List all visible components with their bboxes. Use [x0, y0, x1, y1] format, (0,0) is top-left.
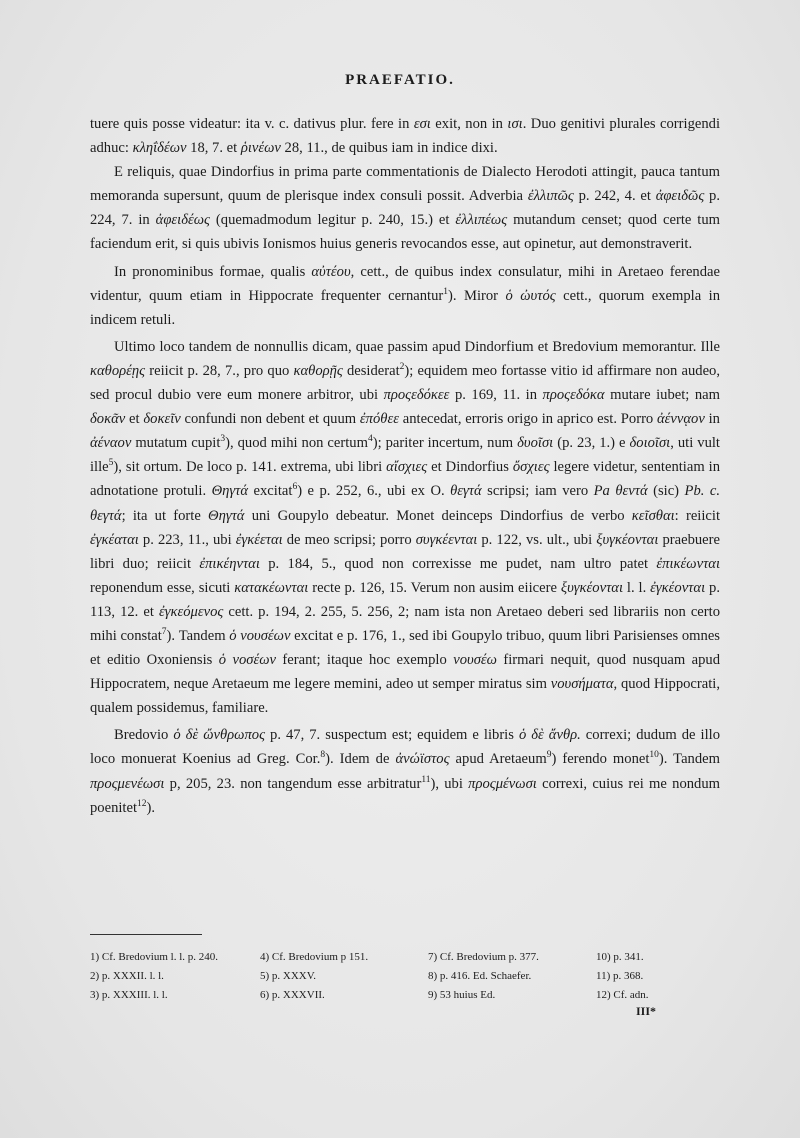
footnote-ref: 6: [292, 482, 298, 493]
greek-term: ὄσχιες: [512, 459, 550, 476]
paragraph: [90, 160, 720, 256]
text-run: excitat e p. 176, 1., sed ibi Goupylo tribuo, quum libri Parisienses omnes et editio Oxoniensis: [90, 627, 720, 669]
text-run: ); equidem meo fortasse vitio id affirmare non audeo, sed procul dubio vere eum monere arbitror, ubi: [90, 362, 721, 404]
footnote-ref: 8: [320, 750, 326, 761]
text-run: mutatum cupit: [131, 435, 221, 452]
greek-term: κεῖσθαι: [631, 507, 675, 524]
text-run: ). Tandem: [166, 627, 230, 644]
text-run: p. 47, 7. suspectum est; equidem e libris: [265, 727, 519, 744]
greek-term: δοκεῖν: [143, 411, 181, 428]
text-run: ).: [146, 799, 156, 816]
footnote-rule: [90, 934, 202, 935]
greek-term: εσι: [413, 116, 431, 132]
greek-term: Pb. c. θεγτά: [90, 483, 721, 524]
text-run: reponendum esse, sicuti: [90, 579, 235, 596]
footnote-ref: 5: [108, 458, 114, 469]
greek-term: ἀέναον: [90, 435, 132, 452]
greek-term: ὁ δὲ ἄνθρ.: [518, 727, 581, 744]
greek-term: αὐτέου: [311, 263, 351, 280]
text-run: apud Aretaeum: [449, 751, 547, 768]
greek-term: κληΐδέων: [132, 140, 187, 157]
text-run: exit, non in: [430, 116, 508, 132]
greek-term: ἐγκέεται: [235, 531, 283, 548]
greek-term: ἐγκέονται: [650, 579, 706, 596]
paragraph: [90, 260, 720, 332]
text-run: : reiicit: [674, 507, 720, 524]
greek-term: προςεδόκεε: [383, 387, 450, 404]
greek-term: συγκέενται: [415, 531, 478, 548]
text-run: p. 224, 7. in: [90, 188, 720, 229]
text-run: p. 169, 11. in: [449, 387, 543, 404]
greek-term: ξυγκέονται: [596, 531, 659, 548]
greek-term: ὁ δὲ ὤνθρωπος: [173, 727, 266, 744]
greek-term: ἀέννᾳον: [657, 411, 705, 428]
greek-term: ισι: [507, 116, 523, 132]
greek-term: θεγτά: [450, 483, 482, 500]
greek-term: ἐπικέωνται: [656, 555, 721, 572]
text-run: p. 223, 11., ubi: [138, 531, 236, 548]
text-run: ). Miror: [448, 287, 506, 304]
greek-term: κατακέωνται: [234, 579, 309, 596]
footnote-ref: 2: [399, 362, 405, 373]
text-run: correxi, cuius rei me nondum poenitet: [90, 775, 720, 816]
greek-term: ἐγκέαται: [90, 531, 139, 548]
text-run: E reliquis, quae Dindorfius in prima parte commentationis de Dialecto Herodoti attingit, pauca tantum memoranda supersunt, quum de plerisque index consuli possit. Adverbia: [90, 164, 720, 205]
greek-term: ἐλλιπέως: [455, 212, 508, 229]
signature-mark: III*: [636, 1004, 657, 1018]
greek-term: ἀνώϊστος: [395, 751, 450, 768]
footnote: 10) p. 341.: [596, 951, 644, 963]
text-run: et Dindorfius: [427, 459, 513, 476]
text-run: p, 205, 23. non tangendum esse arbitratur: [164, 775, 422, 792]
greek-term: προςμένωσι: [468, 775, 537, 792]
text-run: tuere quis posse videatur: ita v. c. dativus plur. fere in: [90, 116, 414, 132]
footnote: 11) p. 368.: [596, 970, 644, 982]
footnote-ref: 10: [649, 750, 659, 761]
footnote-ref: 9: [546, 750, 552, 761]
text-run: p. 184, 5., quod non correxisse me pudet, nam ultro patet: [259, 555, 657, 572]
text-run: ), ubi: [430, 775, 469, 792]
text-run: , quod Hippocrati, qualem possidemus, familiare.: [90, 676, 720, 717]
text-run: confundi non debent et quum: [180, 411, 360, 428]
text-run: 28, 11., de quibus iam in indice dixi.: [280, 140, 498, 157]
text-run: legere videtur, sententiam in adnotatione protuli.: [90, 459, 720, 500]
text-run: , cett., de quibus index consulatur, mihi in Aretaeo ferendae videntur, quum etiam in Hippocrate frequenter cernantur: [90, 263, 720, 304]
greek-term: δοκᾶν: [90, 411, 126, 428]
footnote: 1) Cf. Bredovium l. l. p. 240.: [90, 951, 219, 963]
text-run: . Duo genitivi plurales corrigendi adhuc:: [90, 116, 721, 157]
text-run: (p. 23, 1.) e: [553, 435, 630, 452]
footnote: 4) Cf. Bredovium p 151.: [260, 951, 369, 963]
text-run: uni Goupylo debeatur. Monet deinceps Dindorfius de verbo: [244, 507, 632, 524]
text-run: de meo scripsi; porro: [282, 531, 416, 548]
paragraph: [90, 723, 720, 819]
greek-term: ἐπόθεε: [359, 411, 399, 428]
text-run: recte p. 126, 15. Verum non ausim eiicere: [308, 579, 561, 596]
footnote: 12) Cf. adn.: [596, 989, 649, 1001]
text-run: In pronominibus formae, qualis: [114, 263, 312, 280]
text-run: et: [125, 411, 144, 428]
text-run: mutare iubet; nam: [604, 387, 720, 404]
footnote-ref: 3: [220, 434, 226, 445]
footnote: 2) p. XXXII. l. l.: [90, 970, 164, 982]
text-run: scripsi; iam vero: [481, 483, 594, 500]
text-run: Bredovio: [114, 727, 174, 744]
text-run: p. 122, vs. ult., ubi: [477, 531, 597, 548]
text-run: correxi; dudum de illo loco monuerat Koenius ad Greg. Cor.: [90, 727, 721, 768]
footnote-ref: 12: [137, 798, 147, 809]
greek-term: καθορέῃς: [90, 362, 146, 379]
footnote: 9) 53 huius Ed.: [428, 989, 496, 1001]
greek-term: ἐγκεόμενος: [158, 603, 224, 620]
text-run: desiderat: [342, 362, 400, 379]
greek-term: ὁ ὠυτός: [505, 287, 556, 304]
text-run: excitat: [248, 483, 293, 500]
text-run: mutandum censet; quod certe tum faciendum erit, si quis ubivis Ionismos huius generis revocandos esse, aut opinetur, aut demonstraverit.: [90, 212, 721, 253]
greek-term: καθορῇς: [293, 362, 343, 379]
text-run: ; ita ut forte: [121, 507, 209, 524]
text-run: p. 113, 12. et: [90, 579, 720, 620]
greek-term: προςμενέωσι: [90, 775, 165, 792]
greek-term: ῥινέων: [240, 140, 281, 157]
footnote-ref: 1: [443, 286, 449, 297]
text-run: in: [704, 411, 720, 428]
greek-term: δυοῖσι: [517, 435, 554, 452]
text-run: ) e p. 252, 6., ubi ex O.: [297, 483, 451, 500]
greek-term: προςεδόκα: [542, 387, 605, 404]
text-run: praebuere libri duo; reiicit: [90, 531, 720, 572]
text-run: ), sit ortum. De loco p. 141. extrema, ubi libri: [113, 459, 387, 476]
footnote: 5) p. XXXV.: [260, 970, 317, 982]
text-run: l. l.: [623, 579, 651, 596]
text-run: (quemadmodum legitur p. 240, 15.) et: [209, 212, 456, 229]
text-run: p. 242, 4. et: [573, 188, 656, 205]
text-run: , uti vult ille: [90, 435, 720, 476]
footnote-ref: 11: [421, 774, 431, 785]
text-run: 18, 7. et: [186, 140, 241, 157]
footnote: 7) Cf. Bredovium p. 377.: [428, 951, 539, 963]
greek-term: ἐλλιπῶς: [527, 188, 574, 205]
greek-term: ξυγκέονται: [560, 579, 624, 596]
greek-term: ἀφειδέως: [155, 212, 210, 229]
greek-term: ἐπικέηνται: [199, 555, 260, 572]
greek-term: αἴσχιες: [386, 459, 428, 476]
text-run: ). Tandem: [658, 751, 720, 768]
text-run: ), quod mihi non certum: [225, 435, 368, 452]
footnote: 3) p. XXXIII. l. l.: [90, 989, 168, 1001]
greek-term: ὁ νουσέων: [229, 627, 291, 644]
text-run: antecedat, erroris origo in aprico est. Porro: [398, 411, 658, 428]
greek-term: ὁ νοσέων: [218, 652, 276, 669]
footnote-ref: 7: [161, 627, 167, 638]
text-run: cett., quorum exempla in indicem retuli.: [90, 287, 721, 328]
greek-term: Pa θεντά: [593, 483, 648, 500]
greek-term: ἀφειδῶς: [655, 188, 705, 205]
text-run: (sic): [647, 483, 685, 500]
text-run: ). Idem de: [325, 751, 396, 768]
greek-term: Θηγτά: [208, 507, 245, 524]
footnote-ref: 4: [367, 434, 373, 445]
text-run: Ultimo loco tandem de nonnullis dicam, quae passim apud Dindorfium et Bredovium memorantur. Ille: [114, 338, 720, 355]
greek-term: δοιοῖσι: [629, 435, 671, 452]
running-head: PRAEFATIO.: [345, 72, 455, 88]
greek-term: νουσήματα: [550, 676, 614, 693]
greek-term: Θηγτά: [211, 483, 249, 500]
paragraph: [90, 112, 720, 160]
footnote: 8) p. 416. Ed. Schaefer.: [428, 970, 532, 982]
paragraph: [90, 335, 720, 721]
footnotes: [90, 948, 730, 1005]
text-run: reiicit p. 28, 7., pro quo: [145, 362, 294, 379]
text-run: ) ferendo monet: [551, 751, 650, 768]
body-text: [90, 112, 720, 820]
footnote: 6) p. XXXVII.: [260, 989, 325, 1001]
text-run: ); pariter incertum, num: [372, 435, 518, 452]
text-run: cett. p. 194, 2. 255, 5. 256, 2; nam ista non Aretaeo deberi sed librariis non certo mihi constat: [90, 603, 720, 644]
text-run: firmari nequit, quod nusquam apud Hippocratem, neque Aretaeum me legere memini, adeo ut semper miratus sim: [90, 652, 721, 693]
text-run: ferant; itaque hoc exemplo: [275, 652, 454, 669]
greek-term: νουσέω: [453, 652, 497, 669]
